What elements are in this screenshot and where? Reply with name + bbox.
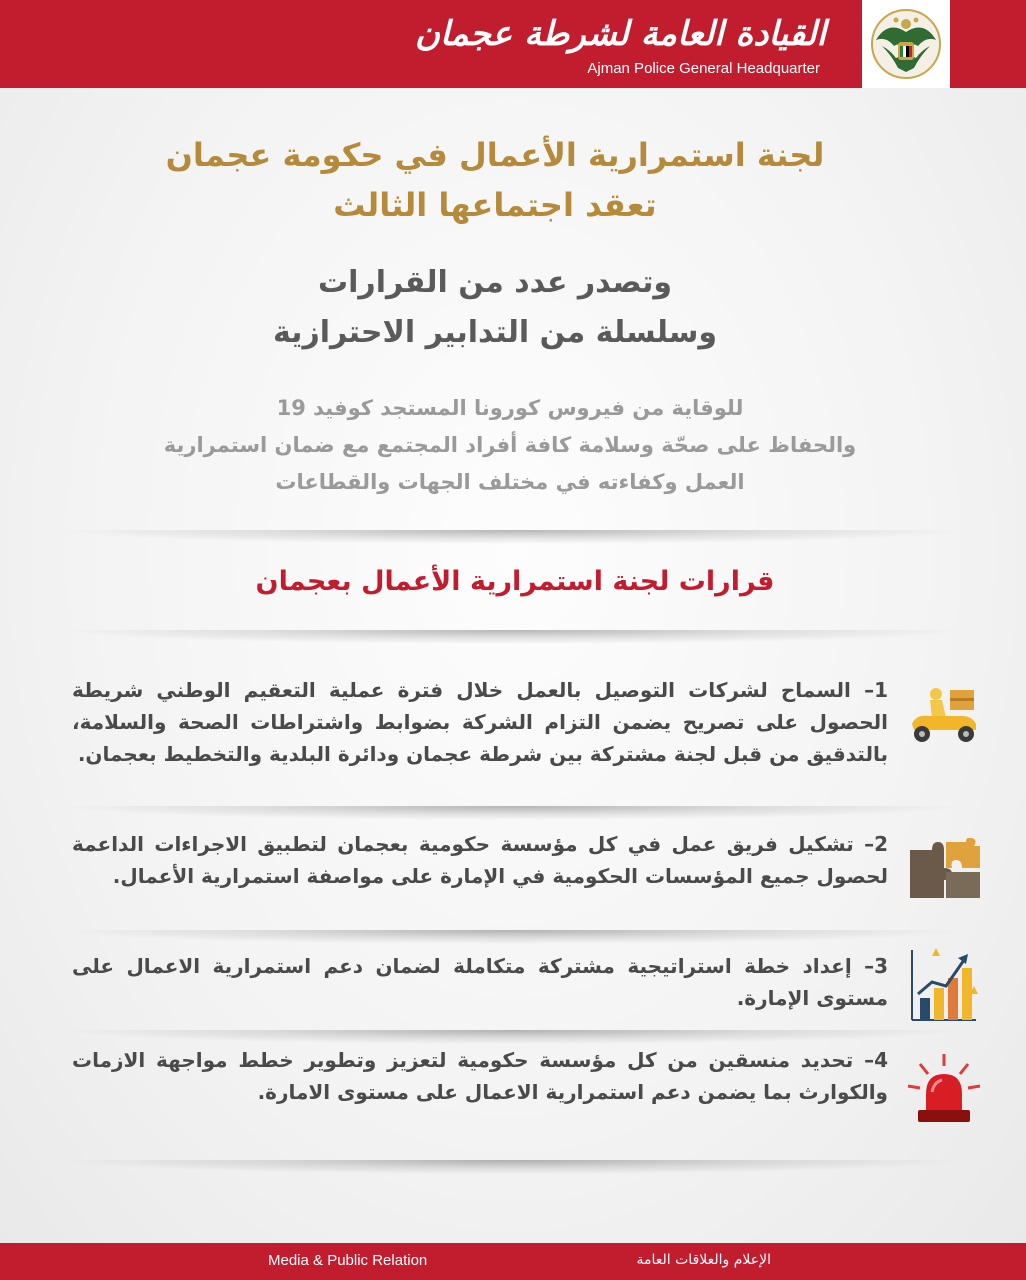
main-title-line-2: تعقد اجتماعها الثالث (333, 186, 657, 224)
subtitle-line-2: وسلسلة من التدابير الاحترازية (272, 315, 717, 350)
intro-paragraph (80, 390, 940, 501)
divider (70, 530, 956, 544)
divider (70, 630, 956, 644)
police-logo (862, 0, 950, 88)
decision-item-1: 1– السماح لشركات التوصيل بالعمل خلال فترة عملية التعقيم الوطني شريطة الحصول على تصريح يضمن التزام الشركة بضوابط واشتراطات الصحة والسلامة، بالتدقيق من قبل لجنة مشتركة بين شرطة عجمان ودائرة البلدية والتخطيط بعجمان. (72, 678, 888, 766)
decision-item-4: 4– تحديد منسقين من كل مؤسسة حكومية لتعزيز وتطوير خطط مواجهة الازمات والكوارث بما يضمن دعم استمرارية الاعمال على مستوى الامارة. (72, 1048, 888, 1104)
footer-english: Media & Public Relation (268, 1252, 428, 1269)
subtitle-line-1: وتصدر عدد من القرارات (318, 265, 672, 300)
growth-chart-icon (906, 946, 982, 1030)
decision-item-2: 2– تشكيل فريق عمل في كل مؤسسة حكومية بعجمان لتطبيق الاجراءات الداعمة لحصول جميع المؤسسات الحكومية في الإمارة على مواصفة استمرارية الأعمال. (72, 832, 888, 888)
alarm-siren-icon (906, 1052, 982, 1132)
intro-line-2: والحفاظ على صحّة وسلامة كافة أفراد المجتمع مع ضمان استمرارية (163, 433, 857, 457)
divider (70, 806, 956, 820)
subtitle (120, 258, 870, 358)
divider (70, 1030, 956, 1044)
divider (70, 930, 956, 944)
section-heading: قرارات لجنة استمرارية الأعمال بعجمان (255, 566, 775, 597)
puzzle-icon (906, 838, 982, 906)
main-title-line-1: لجنة استمرارية الأعمال في حكومة عجمان (165, 136, 825, 174)
eagle-emblem-icon (868, 6, 944, 82)
header-bar (0, 0, 1026, 88)
intro-line-1: للوقاية من فيروس كورونا المستجد كوفيد 19 (276, 396, 744, 420)
decision-item-3: 3– إعداد خطة استراتيجية مشتركة متكاملة لضمان دعم استمرارية الاعمال على مستوى الإمارة. (72, 954, 888, 1010)
footer-bar (0, 1243, 1026, 1280)
delivery-scooter-icon (906, 684, 982, 752)
brand-name-english: Ajman Police General Headquarter (587, 60, 820, 77)
brand-name-arabic: القيادة العامة لشرطة عجمان (414, 14, 826, 54)
footer-arabic: الإعلام والعلاقات العامة (636, 1252, 771, 1268)
main-title (120, 130, 870, 230)
divider (70, 1160, 956, 1174)
intro-line-3: العمل وكفاءته في مختلف الجهات والقطاعات (275, 470, 745, 494)
